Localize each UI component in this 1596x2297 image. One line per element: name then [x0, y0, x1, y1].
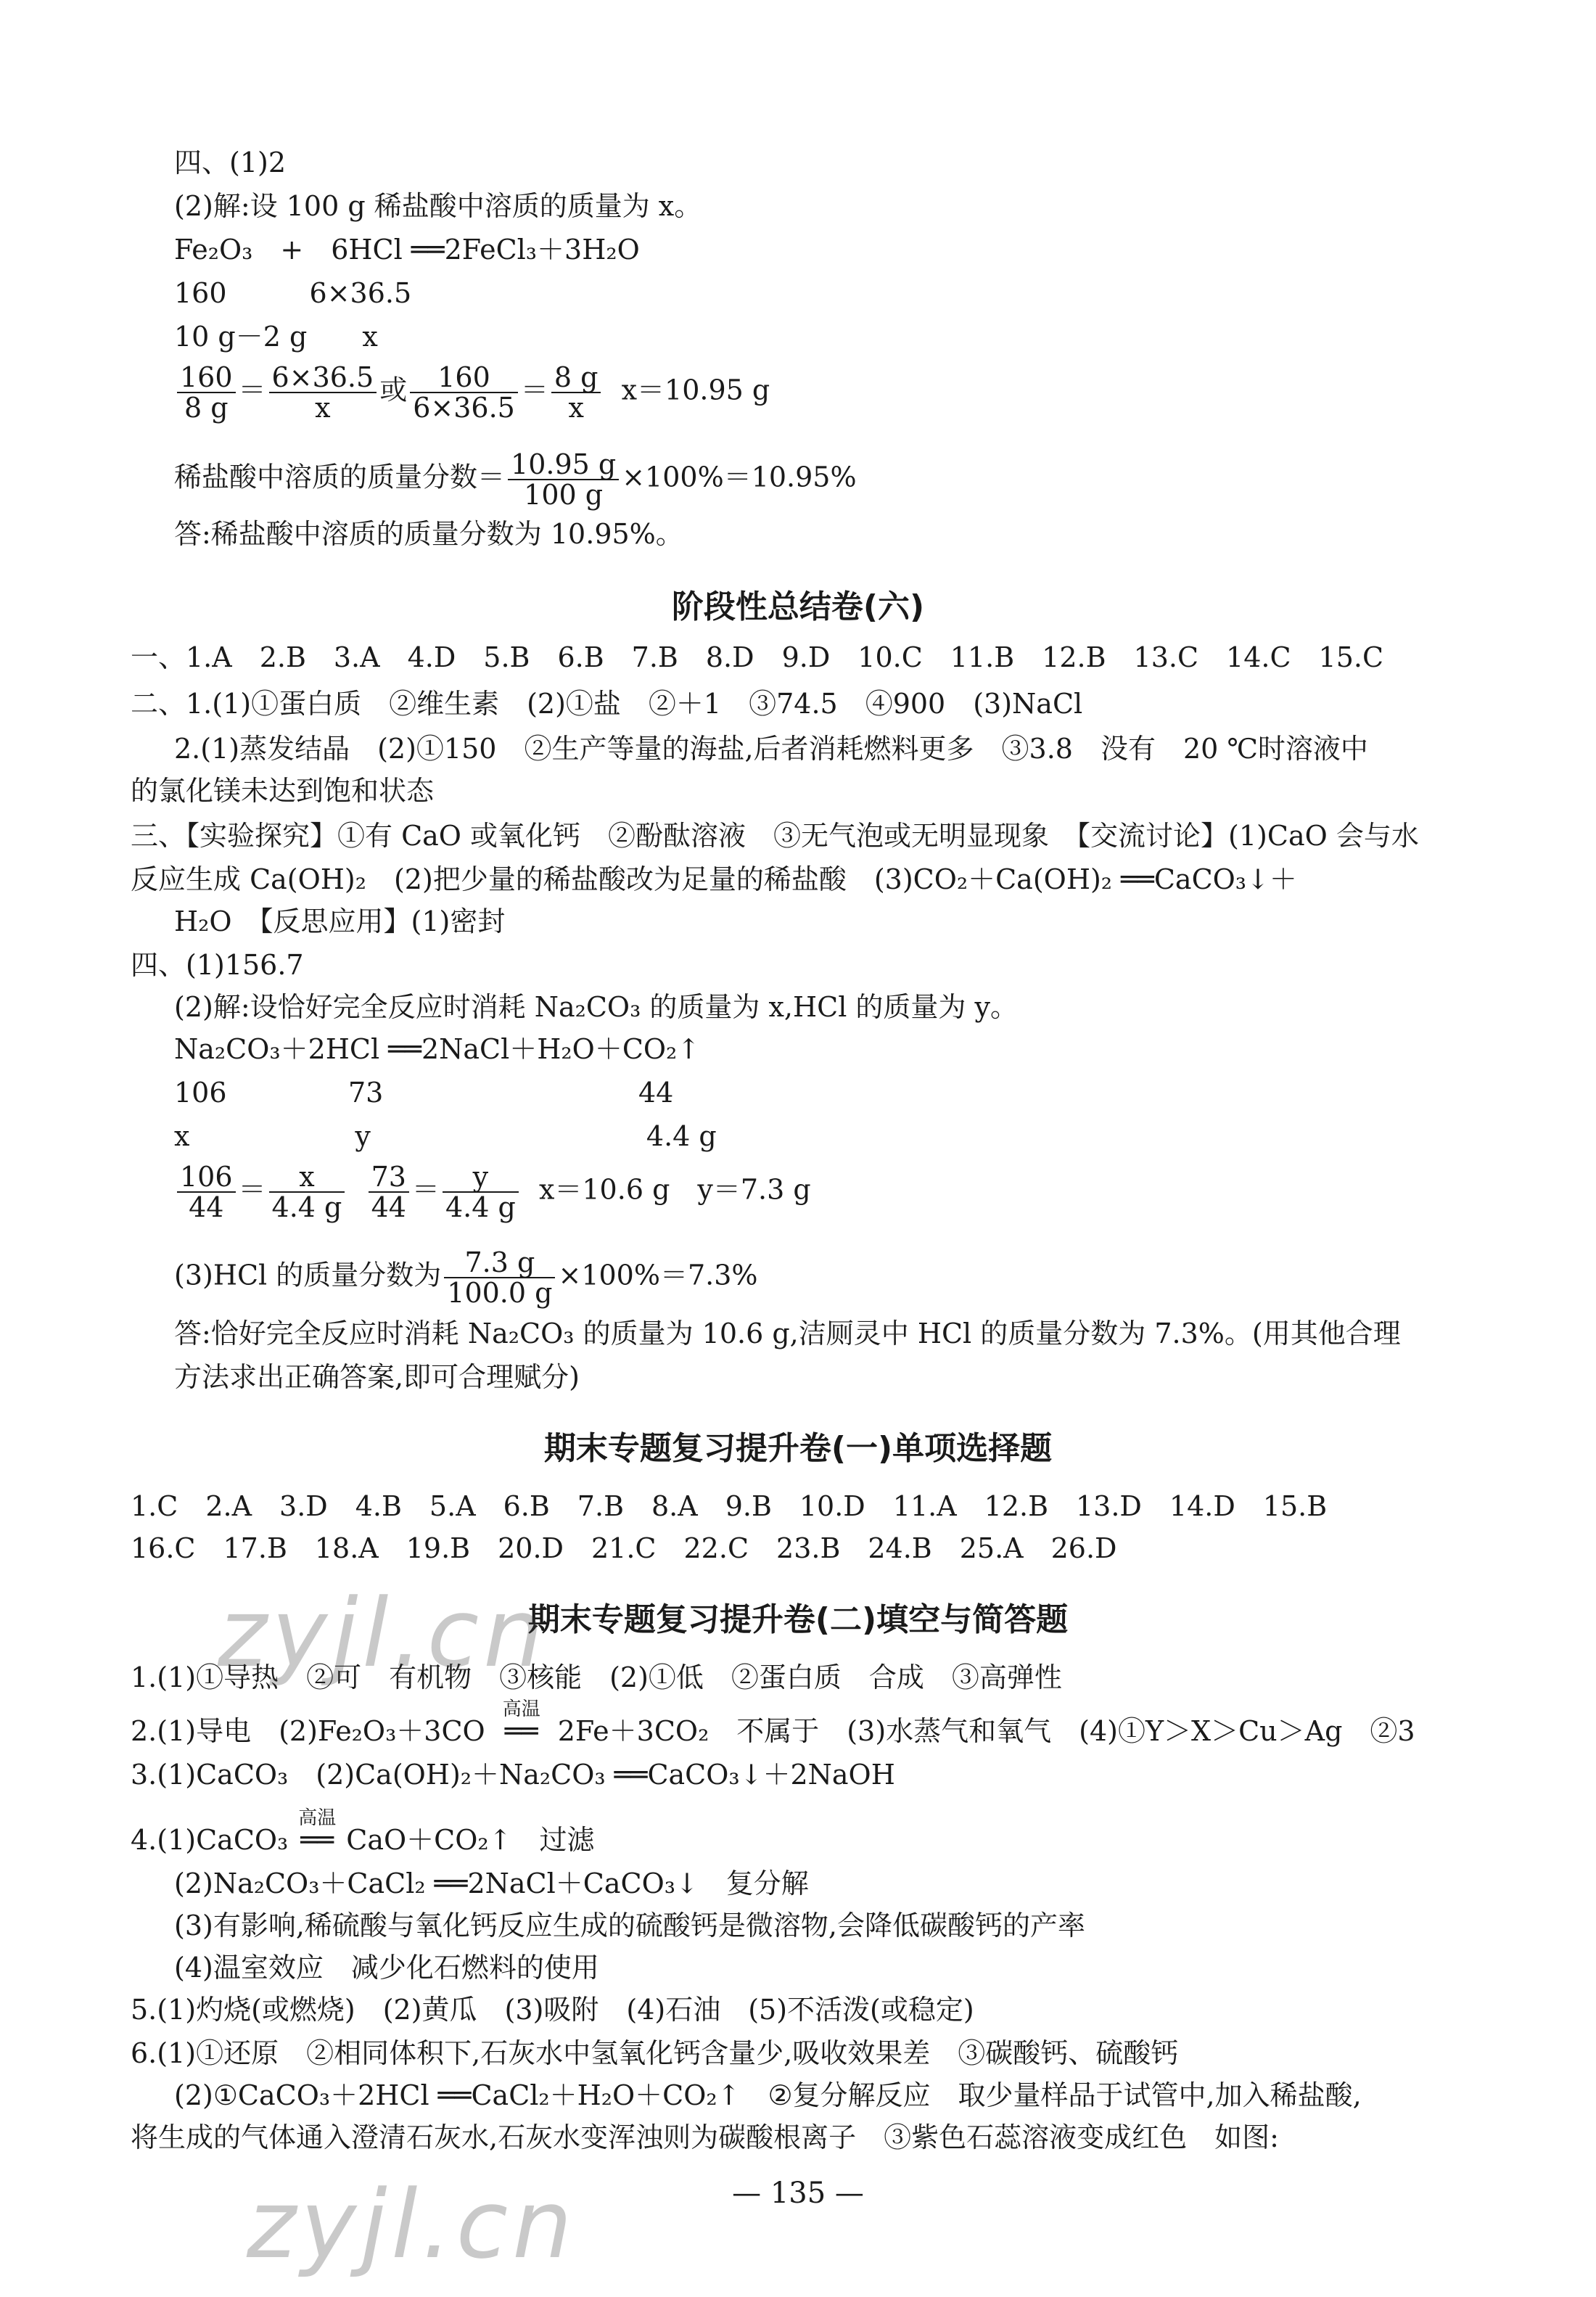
frac-num: 106: [177, 1162, 236, 1193]
result: ×100%＝10.95%: [622, 461, 857, 493]
line: (2)解:设恰好完全反应时消耗 Na₂CO₃ 的质量为 x,HCl 的质量为 y。: [174, 991, 1018, 1023]
mass-fraction-line: [174, 1248, 758, 1307]
frac-den: 44: [371, 1191, 406, 1223]
line: 160 6×36.5: [174, 277, 412, 309]
result: x＝10.95 g: [621, 374, 770, 406]
line: 1.(1)①导热 ②可 有机物 ③核能 (2)①低 ②蛋白质 合成 ③高弹性: [131, 1661, 1062, 1693]
text: 4.(1)CaCO₃: [131, 1824, 289, 1856]
line: (4)温室效应 减少化石燃料的使用: [174, 1952, 599, 1984]
line: 反应生成 Ca(OH)₂ (2)把少量的稀盐酸改为足量的稀盐酸 (3)CO₂＋Ca(OH)₂ ══CaCO₃↓＋: [131, 863, 1297, 895]
text: CaO＋CO₂↑ 过滤: [346, 1824, 595, 1856]
text: 2Fe＋3CO₂ 不属于 (3)水蒸气和氧气 (4)①Y＞X＞Cu＞Ag ②3: [557, 1715, 1415, 1747]
line: 四、(1)2: [174, 147, 287, 178]
frac-num: x: [269, 1162, 345, 1193]
line: x y 4.4 g: [174, 1120, 717, 1152]
value: 106: [174, 1077, 227, 1109]
line: (2)①CaCO₃＋2HCl ══CaCl₂＋H₂O＋CO₂↑ ②复分解反应 取少量样品于试管中,加入稀盐酸,: [174, 2079, 1362, 2111]
watermark: zyjl.cn: [247, 2169, 577, 2280]
frac-num: 6×36.5: [269, 363, 377, 393]
line: 一、1.A 2.B 3.A 4.D 5.B 6.B 7.B 8.D 9.D 10.C 11.B 12.B 13.C 14.C 15.C: [131, 641, 1384, 673]
line: 将生成的气体通入澄清石灰水,石灰水变浑浊则为碳酸根离子 ③紫色石蕊溶液变成红色 如图:: [131, 2121, 1279, 2153]
frac-den: 100.0 g: [447, 1277, 553, 1309]
equals: ＝: [411, 1173, 440, 1206]
line: 方法求出正确答案,即可合理赋分): [174, 1361, 580, 1393]
line: [131, 1698, 1415, 1750]
line: 16.C 17.B 18.A 19.B 20.D 21.C 22.C 23.B 24.B 25.A 26.D: [131, 1532, 1117, 1564]
line: H₂O 【反思应用】(1)密封: [174, 905, 506, 937]
mass-fraction-line: [174, 450, 857, 509]
line: 5.(1)灼烧(或燃烧) (2)黄瓜 (3)吸附 (4)石油 (5)不活泼(或稳定): [131, 1994, 974, 2026]
condition: 高温: [298, 1807, 337, 1829]
section-heading: 期末专题复习提升卷(一)单项选择题: [543, 1430, 1053, 1467]
line: 三、【实验探究】①有 CaO 或氧化钙 ②酚酞溶液 ③无气泡或无明显现象 【交流讨论】(1)CaO 会与水: [131, 820, 1419, 852]
frac-den: 4.4 g: [445, 1191, 516, 1223]
result: ×100%＝7.3%: [558, 1259, 758, 1291]
frac-den: 44: [189, 1191, 224, 1223]
section-heading: 期末专题复习提升卷(二)填空与简答题: [527, 1601, 1069, 1638]
line: 1.C 2.A 3.D 4.B 5.A 6.B 7.B 8.A 9.B 10.D 11.A 12.B 13.D 14.D 15.B: [131, 1490, 1328, 1522]
line: 答:稀盐酸中溶质的质量分数为 10.95%。: [174, 518, 683, 550]
line: 3.(1)CaCO₃ (2)Ca(OH)₂＋Na₂CO₃ ══CaCO₃↓＋2NaOH: [131, 1759, 895, 1791]
line: 6.(1)①还原 ②相同体积下,石灰水中氢氧化钙含量少,吸收效果差 ③碳酸钙、硫酸钙: [131, 2037, 1179, 2069]
line: Na₂CO₃＋2HCl ══2NaCl＋H₂O＋CO₂↑: [174, 1033, 701, 1065]
line: 二、1.(1)①蛋白质 ②维生素 (2)①盐 ②＋1 ③74.5 ④900 (3)NaCl: [131, 688, 1083, 720]
frac-num: 10.95 g: [508, 450, 619, 480]
line: 的氯化镁未达到饱和状态: [131, 775, 435, 807]
frac-num: 8 g: [551, 363, 601, 393]
frac-den: 100 g: [524, 479, 604, 511]
line: 答:恰好完全反应时消耗 Na₂CO₃ 的质量为 10.6 g,洁厕灵中 HCl 的质量分数为 7.3%。(用其他合理: [174, 1318, 1401, 1349]
line: [131, 1807, 595, 1859]
line: 10 g－2 g x: [174, 321, 378, 353]
frac-num: 7.3 g: [444, 1248, 555, 1278]
frac-num: y: [443, 1162, 519, 1193]
equation-ratio: [174, 1162, 811, 1222]
ratio-row: [174, 1074, 673, 1111]
line: 四、(1)156.7: [131, 949, 304, 981]
condition: 高温: [502, 1698, 540, 1720]
value: 44: [638, 1077, 674, 1109]
result: x＝10.6 g y＝7.3 g: [538, 1173, 811, 1206]
reaction-arrow: 高温 ══: [288, 1821, 346, 1859]
line: (2)解:设 100 g 稀盐酸中溶质的质量为 x。: [174, 190, 702, 222]
frac-num: 73: [369, 1162, 409, 1193]
line: Fe₂O₃ + 6HCl ══2FeCl₃＋3H₂O: [174, 234, 640, 266]
frac-den: 6×36.5: [413, 392, 515, 424]
label: 稀盐酸中溶质的质量分数＝: [174, 461, 506, 493]
line: 2.(1)蒸发结晶 (2)①150 ②生产等量的海盐,后者消耗燃料更多 ③3.8 没有 20 ℃时溶液中: [174, 733, 1368, 765]
frac-num: 160: [177, 363, 236, 393]
or-text: 或: [379, 374, 408, 406]
line: (2)Na₂CO₃＋CaCl₂ ══2NaCl＋CaCO₃↓ 复分解: [174, 1867, 809, 1899]
line: (3)有影响,稀硫酸与氧化钙反应生成的硫酸钙是微溶物,会降低碳酸钙的产率: [174, 1910, 1085, 1941]
frac-den: 4.4 g: [271, 1191, 342, 1223]
equals: ＝: [238, 1173, 266, 1206]
equation-ratio: [174, 363, 770, 422]
section-heading: 阶段性总结卷(六): [671, 588, 925, 625]
frac-den: x: [568, 392, 584, 424]
equals: ＝: [238, 374, 266, 406]
watermark: zyjl.cn: [218, 1578, 548, 1688]
reaction-arrow: 高温 ══: [485, 1712, 558, 1750]
value: 73: [348, 1077, 384, 1109]
label: (3)HCl 的质量分数为: [174, 1259, 442, 1291]
page-number: — 135 —: [732, 2177, 864, 2210]
equals: ＝: [520, 374, 548, 406]
frac-num: 160: [410, 363, 518, 393]
frac-den: x: [315, 392, 331, 424]
text: 2.(1)导电 (2)Fe₂O₃＋3CO: [131, 1715, 485, 1747]
frac-den: 8 g: [184, 392, 229, 424]
